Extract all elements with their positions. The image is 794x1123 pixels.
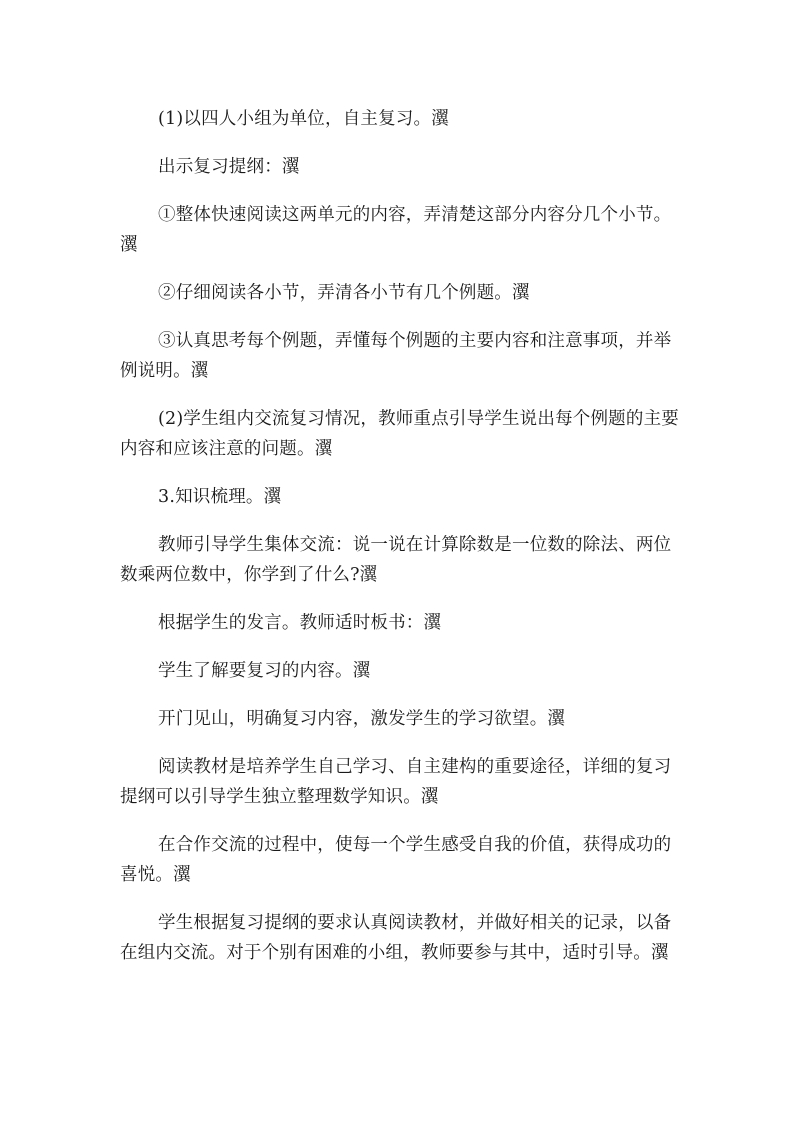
paragraph-11: 开门见山，明确复习内容，激发学生的学习欲望。瀷 xyxy=(158,709,566,729)
paragraph-6: (2)学生组内交流复习情况，教师重点引导学生说出每个例题的主要内容和应该注意的问题。瀷 xyxy=(120,409,679,459)
paragraph-14: 学生根据复习提纲的要求认真阅读教材，并做好相关的记录，以备在组内交流。对于个别有困难的小组，教师要参与其中，适时引导。瀷 xyxy=(120,913,672,963)
paragraph-5: ③认真思考每个例题，弄懂每个例题的主要内容和注意事项，并举例说明。瀷 xyxy=(120,331,672,381)
paragraph-12: 阅读教材是培养学生自己学习、自主建构的重要途径，详细的复习提纲可以引导学生独立整理数学知识。瀷 xyxy=(120,757,672,807)
paragraph-10: 学生了解要复习的内容。瀷 xyxy=(158,661,371,681)
paragraph-9: 根据学生的发言。教师适时板书：瀷 xyxy=(158,613,442,633)
paragraph-13: 在合作交流的过程中，使每一个学生感受自我的价值，获得成功的喜悦。瀷 xyxy=(120,835,672,885)
paragraph-2: 出示复习提纲：瀷 xyxy=(158,157,300,177)
paragraph-8: 教师引导学生集体交流：说一说在计算除数是一位数的除法、两位数乘两位数中，你学到了什么?瀷 xyxy=(120,535,672,585)
paragraph-3: ①整体快速阅读这两单元的内容，弄清楚这部分内容分几个小节。瀷 xyxy=(120,205,672,255)
paragraph-4: ②仔细阅读各小节，弄清各小节有几个例题。瀷 xyxy=(158,283,530,303)
paragraph-7: 3.知识梳理。瀷 xyxy=(158,487,282,507)
document-body xyxy=(120,104,680,986)
paragraph-1: (1)以四人小组为单位，自主复习。瀷 xyxy=(158,109,449,129)
